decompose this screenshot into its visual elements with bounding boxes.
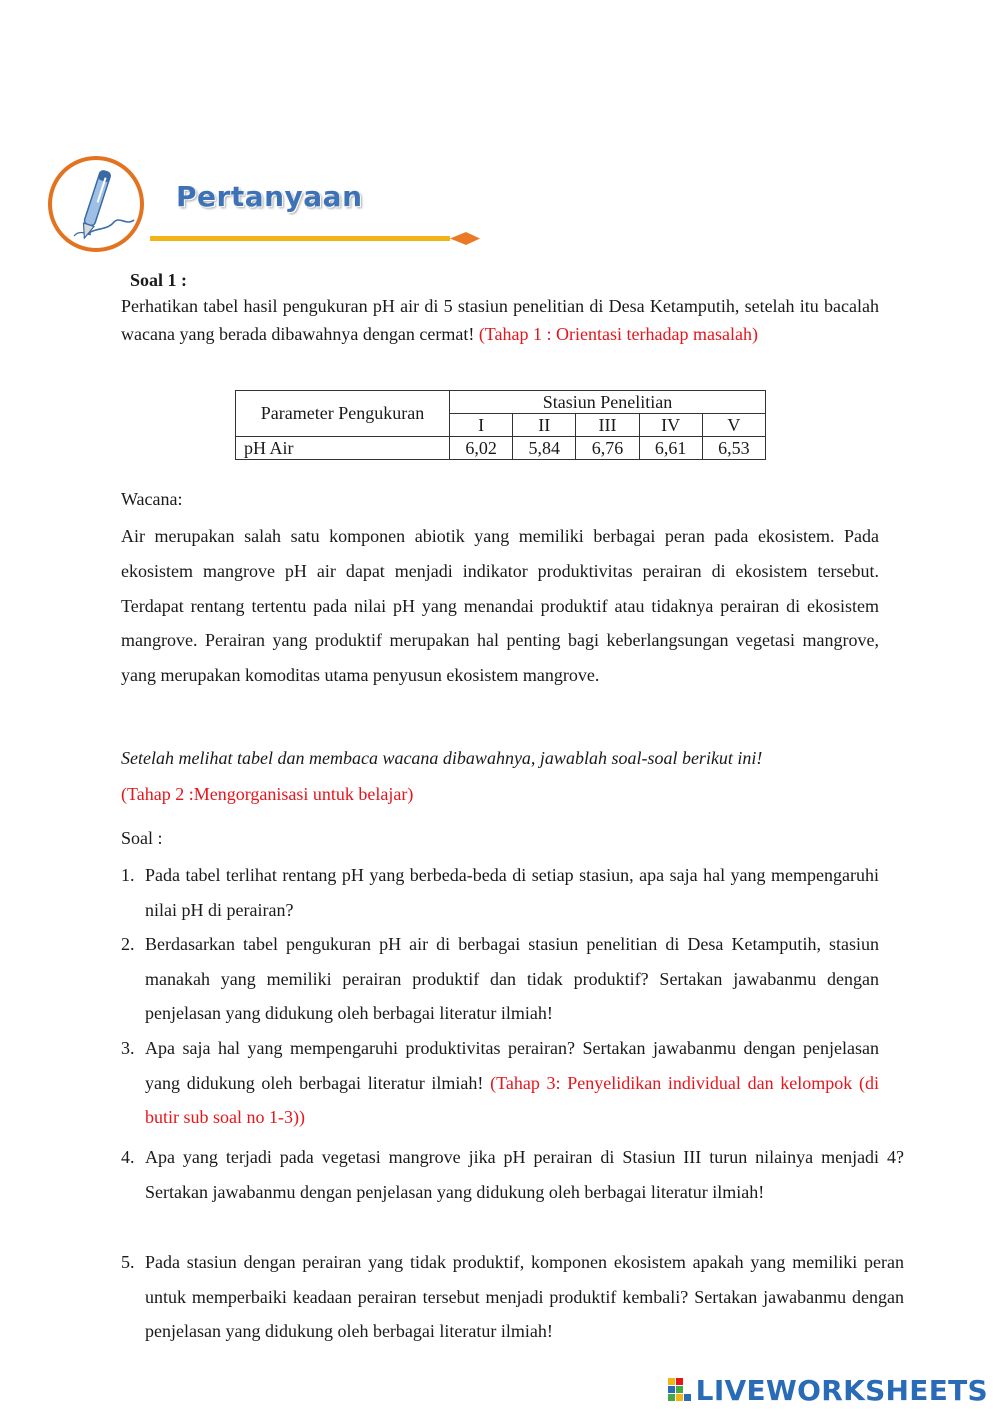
table-cell: 5,84 [513, 437, 576, 460]
question-item [121, 1245, 904, 1349]
soal-1-label: Soal 1 : [130, 270, 188, 290]
stage-1-label: (Tahap 1 : Orientasi terhadap masalah) [478, 324, 758, 344]
question-item [121, 927, 879, 1031]
logo-blocks-icon [667, 1377, 693, 1403]
soal-list-label: Soal : [121, 828, 163, 848]
question-number: 4. [121, 1147, 135, 1167]
question-number: 5. [121, 1252, 135, 1272]
question-number: 3. [121, 1038, 135, 1058]
question-text: Apa yang terjadi pada vegetasi mangrove jika pH perairan di Stasiun III turun nilainya menjadi 4? Sertakan jawabanmu dengan penjelasan yang didukung oleh berbagai literatur ilmiah! [145, 1147, 904, 1202]
wacana-text: Air merupakan salah satu komponen abiotik yang memiliki berbagai peran pada ekosistem. Pada ekosistem mangrove pH air dapat menjadi indikator produktivitas perairan di ekosistem tersebut. Terdapat rentang tertentu pada nilai pH yang menandai produktif atau tidaknya perairan di ekosistem mangrove. Perairan yang produktif merupakan hal penting bagi keberlangsungan vegetasi mangrove, yang merupakan komoditas utama penyusun ekosistem mangrove. [121, 526, 879, 686]
question-text: Apa saja hal yang mempengaruhi produktivitas perairan? Sertakan jawabanmu dengan penjelasan yang didukung oleh berbagai literatur ilmiah! [145, 1038, 879, 1093]
table-row [236, 437, 766, 460]
row-label: pH Air [236, 437, 450, 460]
param-header: Parameter Pengukuran [236, 391, 450, 437]
instruction-text: Setelah melihat tabel dan membaca wacana dibawahnya, jawablah soal-soal berikut ini! [121, 748, 763, 768]
question-item [121, 858, 879, 927]
question-text: Pada stasiun dengan perairan yang tidak produktif, komponen ekosistem apakah yang memiliki peran untuk memperbaiki keadaan perairan tersebut menjadi produktif kembali? Sertakan jawabanmu dengan penjelasan yang didukung oleh berbagai literatur ilmiah! [145, 1252, 904, 1342]
question-item [121, 1140, 904, 1209]
question-number: 1. [121, 865, 135, 885]
stage-2-label: (Tahap 2 :Mengorganisasi untuk belajar) [121, 784, 414, 804]
ph-table [235, 390, 766, 460]
station-header: V [702, 414, 765, 437]
station-header: IV [639, 414, 702, 437]
liveworksheets-logo[interactable] [667, 1372, 988, 1408]
table-header-row [236, 391, 766, 414]
table-cell: 6,53 [702, 437, 765, 460]
section-title: Pertanyaan [176, 180, 363, 213]
intro-paragraph [121, 292, 879, 348]
table-cell: 6,02 [450, 437, 513, 460]
intro-text: Perhatikan tabel hasil pengukuran pH air di 5 stasiun penelitian di Desa Ketamputih, setelah itu bacalah wacana yang berada dibawahnya dengan cermat! [121, 296, 879, 344]
stage-3-label: (Tahap 3: Penyelidikan individual dan kelompok (di butir sub soal no 1-3)) [145, 1072, 879, 1128]
table-cell: 6,76 [576, 437, 639, 460]
logo-text: LIVEWORKSHEETS [695, 1373, 988, 1407]
station-header: II [513, 414, 576, 437]
question-text-wrapper [145, 1031, 879, 1135]
wacana-label: Wacana: [121, 489, 183, 509]
pen-icon [44, 156, 156, 252]
question-text: Pada tabel terlihat rentang pH yang berbeda-beda di setiap stasiun, apa saja hal yang mempengaruhi nilai pH di perairan? [145, 865, 879, 920]
station-header: III [576, 414, 639, 437]
question-text: Berdasarkan tabel pengukuran pH air di berbagai stasiun penelitian di Desa Ketamputih, stasiun manakah yang memiliki perairan produktif dan tidak produktif? Sertakan jawabanmu dengan penjelasan yang didukung oleh berbagai literatur ilmiah! [145, 934, 879, 1024]
table-cell: 6,61 [639, 437, 702, 460]
question-number: 2. [121, 934, 135, 954]
title-underline [150, 228, 480, 250]
station-group-header: Stasiun Penelitian [450, 391, 766, 414]
station-header: I [450, 414, 513, 437]
question-item [121, 1031, 879, 1135]
